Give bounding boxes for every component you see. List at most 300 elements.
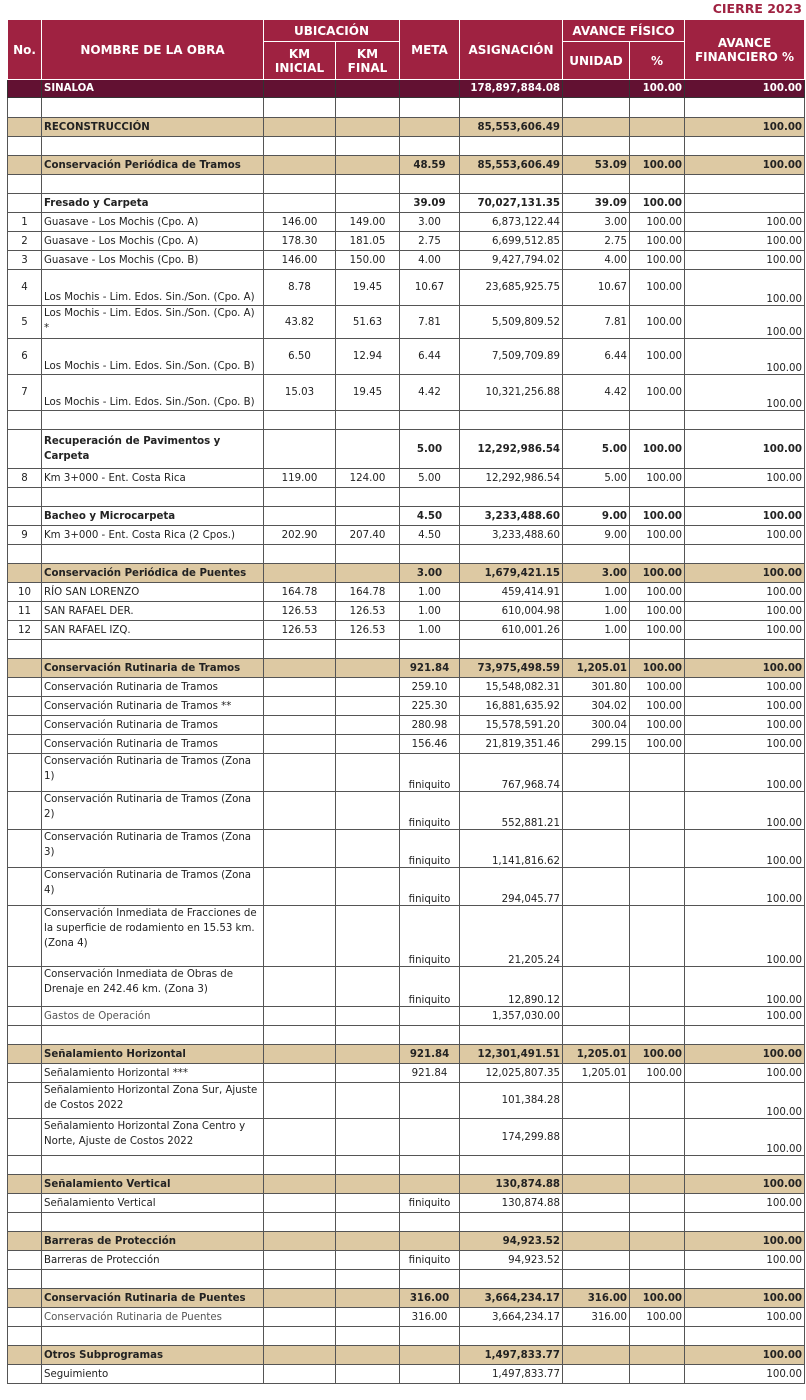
cell-km-inicial xyxy=(264,754,336,792)
table-row xyxy=(8,602,805,621)
cell-pct: 100.00 xyxy=(630,156,685,175)
cell-name xyxy=(42,1327,264,1346)
cell-avance-financiero: 100.00 xyxy=(685,583,805,602)
cell-name: Conservación Rutinaria de Tramos (Zona 1) xyxy=(42,754,264,792)
cell-km-final xyxy=(336,156,400,175)
cell-km-final xyxy=(336,659,400,678)
cell-name: Recuperación de Pavimentos y Carpeta xyxy=(42,430,264,469)
cell-unidad xyxy=(563,545,630,564)
cell-unidad: 1.00 xyxy=(563,621,630,640)
cell-avance-financiero xyxy=(685,1270,805,1289)
table-row xyxy=(8,1119,805,1156)
table-row xyxy=(8,1064,805,1083)
cell-no xyxy=(8,80,42,98)
cell-asignacion: 5,509,809.52 xyxy=(460,306,563,339)
cell-km-final: 51.63 xyxy=(336,306,400,339)
cell-km-inicial xyxy=(264,967,336,1007)
table-row xyxy=(8,251,805,270)
cell-no: 6 xyxy=(8,339,42,375)
cell-meta xyxy=(400,1083,460,1119)
cell-km-final: 19.45 xyxy=(336,270,400,306)
table-row xyxy=(8,906,805,967)
header-avance-fisico: AVANCE FÍSICO xyxy=(563,20,685,42)
cell-km-inicial xyxy=(264,1308,336,1327)
cell-meta xyxy=(400,1007,460,1026)
cell-pct: 100.00 xyxy=(630,469,685,488)
cell-asignacion: 12,301,491.51 xyxy=(460,1045,563,1064)
cell-name: Conservación Rutinaria de Tramos (Zona 4) xyxy=(42,868,264,906)
cell-name: Otros Subprogramas xyxy=(42,1346,264,1365)
cell-km-inicial xyxy=(264,735,336,754)
cell-asignacion: 1,141,816.62 xyxy=(460,830,563,868)
cell-no: 2 xyxy=(8,232,42,251)
cell-meta: 280.98 xyxy=(400,716,460,735)
cell-pct xyxy=(630,830,685,868)
cell-asignacion xyxy=(460,488,563,507)
cell-meta xyxy=(400,1365,460,1384)
cell-asignacion xyxy=(460,1156,563,1175)
cell-name: Conservación Rutinaria de Tramos (Zona 3) xyxy=(42,830,264,868)
cell-km-final xyxy=(336,1213,400,1232)
table-row xyxy=(8,1308,805,1327)
table-row xyxy=(8,270,805,306)
cell-meta xyxy=(400,1119,460,1156)
cell-avance-financiero: 100.00 xyxy=(685,469,805,488)
cell-km-final: 181.05 xyxy=(336,232,400,251)
cell-meta: finiquito xyxy=(400,1194,460,1213)
table-row xyxy=(8,678,805,697)
cell-pct xyxy=(630,98,685,118)
cell-asignacion xyxy=(460,640,563,659)
cell-no xyxy=(8,1346,42,1365)
spacer-row xyxy=(8,411,805,430)
cell-unidad xyxy=(563,1156,630,1175)
cell-pct xyxy=(630,1175,685,1194)
cell-unidad: 10.67 xyxy=(563,270,630,306)
cell-km-final xyxy=(336,1045,400,1064)
cell-meta xyxy=(400,640,460,659)
cell-name: Km 3+000 - Ent. Costa Rica (2 Cpos.) xyxy=(42,526,264,545)
table-row xyxy=(8,1251,805,1270)
cell-name: Guasave - Los Mochis (Cpo. B) xyxy=(42,251,264,270)
cell-km-inicial xyxy=(264,175,336,194)
cell-meta: finiquito xyxy=(400,792,460,830)
table-row xyxy=(8,339,805,375)
cell-pct: 100.00 xyxy=(630,232,685,251)
cell-pct: 100.00 xyxy=(630,564,685,583)
cell-meta xyxy=(400,1270,460,1289)
cell-avance-financiero: 100.00 xyxy=(685,678,805,697)
cat-row xyxy=(8,1045,805,1064)
cell-unidad: 1,205.01 xyxy=(563,1064,630,1083)
cell-name: Gastos de Operación xyxy=(42,1007,264,1026)
cell-km-final xyxy=(336,868,400,906)
cell-name: Bacheo y Microcarpeta xyxy=(42,507,264,526)
cell-unidad: 4.42 xyxy=(563,375,630,411)
cell-no: 4 xyxy=(8,270,42,306)
cell-pct xyxy=(630,1213,685,1232)
cell-km-inicial xyxy=(264,1083,336,1119)
cell-pct xyxy=(630,1270,685,1289)
cell-unidad: 3.00 xyxy=(563,564,630,583)
cell-avance-financiero: 100.00 xyxy=(685,507,805,526)
cell-name: Señalamiento Horizontal xyxy=(42,1045,264,1064)
cell-unidad xyxy=(563,175,630,194)
cell-avance-financiero: 100.00 xyxy=(685,1064,805,1083)
cell-avance-financiero: 100.00 xyxy=(685,80,805,98)
cell-asignacion: 767,968.74 xyxy=(460,754,563,792)
cell-km-inicial: 126.53 xyxy=(264,602,336,621)
cell-unidad: 7.81 xyxy=(563,306,630,339)
cell-no xyxy=(8,175,42,194)
cell-km-final xyxy=(336,830,400,868)
cell-meta xyxy=(400,1232,460,1251)
cell-unidad xyxy=(563,1232,630,1251)
cell-km-final xyxy=(336,1026,400,1045)
cell-meta: finiquito xyxy=(400,1251,460,1270)
header-km-inicial: KM INICIAL xyxy=(264,42,336,80)
cell-avance-financiero: 100.00 xyxy=(685,602,805,621)
cell-unidad xyxy=(563,1119,630,1156)
cell-avance-financiero: 100.00 xyxy=(685,967,805,1007)
cell-km-final xyxy=(336,175,400,194)
spacer-row xyxy=(8,137,805,156)
cell-name xyxy=(42,1270,264,1289)
cell-asignacion: 6,699,512.85 xyxy=(460,232,563,251)
cell-no xyxy=(8,1007,42,1026)
cell-km-inicial xyxy=(264,868,336,906)
cell-name xyxy=(42,98,264,118)
cell-avance-financiero: 100.00 xyxy=(685,1289,805,1308)
cell-name: Los Mochis - Lim. Edos. Sin./Son. (Cpo. A) * xyxy=(42,306,264,339)
cell-pct xyxy=(630,1232,685,1251)
cell-pct xyxy=(630,1119,685,1156)
cell-unidad: 39.09 xyxy=(563,194,630,213)
cell-name xyxy=(42,1026,264,1045)
cell-no xyxy=(8,564,42,583)
cell-km-inicial xyxy=(264,1119,336,1156)
cell-km-final xyxy=(336,1175,400,1194)
cell-meta: 921.84 xyxy=(400,1064,460,1083)
cell-asignacion: 3,233,488.60 xyxy=(460,526,563,545)
cell-unidad xyxy=(563,868,630,906)
table-row xyxy=(8,306,805,339)
sub-row xyxy=(8,194,805,213)
cell-asignacion: 101,384.28 xyxy=(460,1083,563,1119)
cell-avance-financiero xyxy=(685,1156,805,1175)
cell-km-final xyxy=(336,1007,400,1026)
cell-no xyxy=(8,1194,42,1213)
cell-meta: 921.84 xyxy=(400,659,460,678)
cell-no xyxy=(8,735,42,754)
cell-name: Señalamiento Horizontal Zona Centro y Norte, Ajuste de Costos 2022 xyxy=(42,1119,264,1156)
cell-unidad: 1.00 xyxy=(563,583,630,602)
cell-avance-financiero: 100.00 xyxy=(685,375,805,411)
spacer-row xyxy=(8,545,805,564)
cell-km-final xyxy=(336,545,400,564)
cell-avance-financiero: 100.00 xyxy=(685,716,805,735)
cell-pct: 100.00 xyxy=(630,716,685,735)
cell-no xyxy=(8,830,42,868)
cell-asignacion xyxy=(460,175,563,194)
cell-meta: 3.00 xyxy=(400,213,460,232)
cell-km-inicial: 8.78 xyxy=(264,270,336,306)
cell-asignacion: 94,923.52 xyxy=(460,1232,563,1251)
cell-pct xyxy=(630,906,685,967)
cell-asignacion: 3,233,488.60 xyxy=(460,507,563,526)
cell-asignacion xyxy=(460,98,563,118)
cell-km-inicial xyxy=(264,1289,336,1308)
cell-pct: 100.00 xyxy=(630,430,685,469)
cell-name: Seguimiento xyxy=(42,1365,264,1384)
cell-unidad: 53.09 xyxy=(563,156,630,175)
cell-asignacion: 1,497,833.77 xyxy=(460,1365,563,1384)
header-meta: META xyxy=(400,20,460,80)
cell-km-inicial xyxy=(264,640,336,659)
cell-avance-financiero xyxy=(685,175,805,194)
cell-name xyxy=(42,1213,264,1232)
header-no: No. xyxy=(8,20,42,80)
cell-meta xyxy=(400,488,460,507)
cell-avance-financiero xyxy=(685,1026,805,1045)
cell-avance-financiero: 100.00 xyxy=(685,251,805,270)
table-row xyxy=(8,526,805,545)
cell-km-inicial: 146.00 xyxy=(264,251,336,270)
cell-meta: 4.42 xyxy=(400,375,460,411)
cell-pct xyxy=(630,640,685,659)
cell-asignacion: 10,321,256.88 xyxy=(460,375,563,411)
cell-meta: finiquito xyxy=(400,906,460,967)
table-row xyxy=(8,697,805,716)
cell-km-inicial xyxy=(264,1045,336,1064)
cell-unidad xyxy=(563,1346,630,1365)
cell-asignacion: 9,427,794.02 xyxy=(460,251,563,270)
cell-avance-financiero: 100.00 xyxy=(685,1045,805,1064)
cell-name: Conservación Rutinaria de Tramos xyxy=(42,659,264,678)
cat-row xyxy=(8,1232,805,1251)
cell-km-inicial: 146.00 xyxy=(264,213,336,232)
cell-pct xyxy=(630,137,685,156)
cell-km-final xyxy=(336,906,400,967)
cell-pct: 100.00 xyxy=(630,1045,685,1064)
table-body xyxy=(8,80,805,1384)
cell-pct: 100.00 xyxy=(630,80,685,98)
cell-avance-financiero: 100.00 xyxy=(685,564,805,583)
cell-km-final xyxy=(336,754,400,792)
cell-name: Conservación Rutinaria de Tramos (Zona 2) xyxy=(42,792,264,830)
cell-km-final xyxy=(336,80,400,98)
cell-unidad: 316.00 xyxy=(563,1308,630,1327)
cell-avance-financiero: 100.00 xyxy=(685,156,805,175)
cell-km-final xyxy=(336,1232,400,1251)
cell-pct: 100.00 xyxy=(630,602,685,621)
cell-no xyxy=(8,1045,42,1064)
cell-avance-financiero: 100.00 xyxy=(685,1194,805,1213)
cell-meta: 259.10 xyxy=(400,678,460,697)
cell-unidad: 299.15 xyxy=(563,735,630,754)
cell-avance-financiero: 100.00 xyxy=(685,1119,805,1156)
cell-name: Los Mochis - Lim. Edos. Sin./Son. (Cpo. B) xyxy=(42,339,264,375)
cell-km-inicial xyxy=(264,137,336,156)
cell-asignacion xyxy=(460,137,563,156)
cell-avance-financiero xyxy=(685,194,805,213)
cell-meta: 225.30 xyxy=(400,697,460,716)
cell-km-inicial xyxy=(264,1194,336,1213)
cat-row xyxy=(8,1346,805,1365)
cell-name: Los Mochis - Lim. Edos. Sin./Son. (Cpo. A) xyxy=(42,270,264,306)
header-asignacion: ASIGNACIÓN xyxy=(460,20,563,80)
cell-name xyxy=(42,545,264,564)
cell-km-final xyxy=(336,98,400,118)
cell-km-final xyxy=(336,1327,400,1346)
cell-no xyxy=(8,678,42,697)
cell-meta xyxy=(400,175,460,194)
cell-asignacion: 610,004.98 xyxy=(460,602,563,621)
cell-asignacion: 552,881.21 xyxy=(460,792,563,830)
cell-no xyxy=(8,1064,42,1083)
cell-no: 5 xyxy=(8,306,42,339)
cell-pct: 100.00 xyxy=(630,659,685,678)
cell-km-inicial xyxy=(264,1346,336,1365)
cell-km-final xyxy=(336,137,400,156)
cell-asignacion: 12,025,807.35 xyxy=(460,1064,563,1083)
cell-km-final xyxy=(336,967,400,1007)
cell-unidad: 316.00 xyxy=(563,1289,630,1308)
cell-name: Señalamiento Vertical xyxy=(42,1194,264,1213)
cell-km-final: 207.40 xyxy=(336,526,400,545)
cell-asignacion: 1,679,421.15 xyxy=(460,564,563,583)
cell-pct xyxy=(630,545,685,564)
cell-km-final xyxy=(336,1365,400,1384)
cell-km-final: 19.45 xyxy=(336,375,400,411)
cell-unidad xyxy=(563,1083,630,1119)
cell-asignacion: 459,414.91 xyxy=(460,583,563,602)
cell-km-final xyxy=(336,1251,400,1270)
cell-meta: 39.09 xyxy=(400,194,460,213)
cell-km-final: 150.00 xyxy=(336,251,400,270)
cell-km-inicial xyxy=(264,1175,336,1194)
cell-no: 11 xyxy=(8,602,42,621)
cell-name xyxy=(42,411,264,430)
cell-avance-financiero: 100.00 xyxy=(685,906,805,967)
cell-km-inicial xyxy=(264,1327,336,1346)
cell-unidad: 3.00 xyxy=(563,213,630,232)
cell-unidad xyxy=(563,1213,630,1232)
cell-asignacion: 12,890.12 xyxy=(460,967,563,1007)
cell-km-inicial xyxy=(264,1007,336,1026)
cell-no xyxy=(8,1156,42,1175)
table-row xyxy=(8,792,805,830)
cell-km-final xyxy=(336,792,400,830)
cell-km-inicial: 15.03 xyxy=(264,375,336,411)
total-row xyxy=(8,80,805,98)
cell-meta: 4.50 xyxy=(400,526,460,545)
cell-unidad xyxy=(563,411,630,430)
table-row xyxy=(8,716,805,735)
cell-unidad: 4.00 xyxy=(563,251,630,270)
cell-km-inicial xyxy=(264,564,336,583)
sub-row xyxy=(8,430,805,469)
cell-avance-financiero xyxy=(685,640,805,659)
cell-km-final xyxy=(336,716,400,735)
cell-asignacion: 174,299.88 xyxy=(460,1119,563,1156)
cell-name: Conservación Inmediata de Obras de Drenaje en 242.46 km. (Zona 3) xyxy=(42,967,264,1007)
spacer-row xyxy=(8,1156,805,1175)
cat-row xyxy=(8,1289,805,1308)
cell-unidad xyxy=(563,488,630,507)
cell-name: Señalamiento Horizontal Zona Sur, Ajuste de Costos 2022 xyxy=(42,1083,264,1119)
table-row xyxy=(8,1194,805,1213)
cell-meta: 6.44 xyxy=(400,339,460,375)
cell-meta xyxy=(400,411,460,430)
cell-meta: 10.67 xyxy=(400,270,460,306)
cell-no xyxy=(8,488,42,507)
cell-km-inicial: 178.30 xyxy=(264,232,336,251)
cell-name: Conservación Rutinaria de Tramos xyxy=(42,716,264,735)
cell-km-final xyxy=(336,1270,400,1289)
cell-name: Señalamiento Horizontal *** xyxy=(42,1064,264,1083)
cell-km-final xyxy=(336,1064,400,1083)
cell-meta xyxy=(400,1175,460,1194)
cell-unidad: 6.44 xyxy=(563,339,630,375)
cell-unidad: 1,205.01 xyxy=(563,659,630,678)
cell-km-inicial xyxy=(264,1365,336,1384)
cell-km-inicial xyxy=(264,80,336,98)
cell-km-final xyxy=(336,1346,400,1365)
cell-meta xyxy=(400,1213,460,1232)
cell-avance-financiero: 100.00 xyxy=(685,1175,805,1194)
cell-km-final: 124.00 xyxy=(336,469,400,488)
table-header xyxy=(8,20,805,80)
cell-no xyxy=(8,545,42,564)
cell-asignacion: 23,685,925.75 xyxy=(460,270,563,306)
cell-asignacion xyxy=(460,545,563,564)
cell-name: SAN RAFAEL IZQ. xyxy=(42,621,264,640)
cat-row xyxy=(8,564,805,583)
cell-avance-financiero: 100.00 xyxy=(685,118,805,137)
cell-pct: 100.00 xyxy=(630,270,685,306)
cell-avance-financiero: 100.00 xyxy=(685,1232,805,1251)
cell-name: Conservación Inmediata de Fracciones de la superficie de rodamiento en 15.53 km. (Zona 4) xyxy=(42,906,264,967)
cell-unidad: 304.02 xyxy=(563,697,630,716)
cell-avance-financiero: 100.00 xyxy=(685,792,805,830)
cell-asignacion xyxy=(460,1213,563,1232)
cell-no: 9 xyxy=(8,526,42,545)
cell-km-final xyxy=(336,735,400,754)
header-unidad: UNIDAD xyxy=(563,42,630,80)
cell-avance-financiero: 100.00 xyxy=(685,339,805,375)
cell-km-inicial: 202.90 xyxy=(264,526,336,545)
cell-pct: 100.00 xyxy=(630,194,685,213)
table-row xyxy=(8,1007,805,1026)
table-row xyxy=(8,621,805,640)
spacer-row xyxy=(8,98,805,118)
table-row xyxy=(8,232,805,251)
cell-no xyxy=(8,507,42,526)
cell-pct xyxy=(630,1251,685,1270)
cell-name xyxy=(42,137,264,156)
cell-pct xyxy=(630,1194,685,1213)
cell-avance-financiero xyxy=(685,488,805,507)
cell-asignacion: 15,578,591.20 xyxy=(460,716,563,735)
cell-unidad xyxy=(563,640,630,659)
cell-no xyxy=(8,137,42,156)
cell-meta: 316.00 xyxy=(400,1289,460,1308)
cell-unidad: 9.00 xyxy=(563,507,630,526)
spacer-row xyxy=(8,1270,805,1289)
cell-name: Barreras de Protección xyxy=(42,1251,264,1270)
cell-no xyxy=(8,659,42,678)
